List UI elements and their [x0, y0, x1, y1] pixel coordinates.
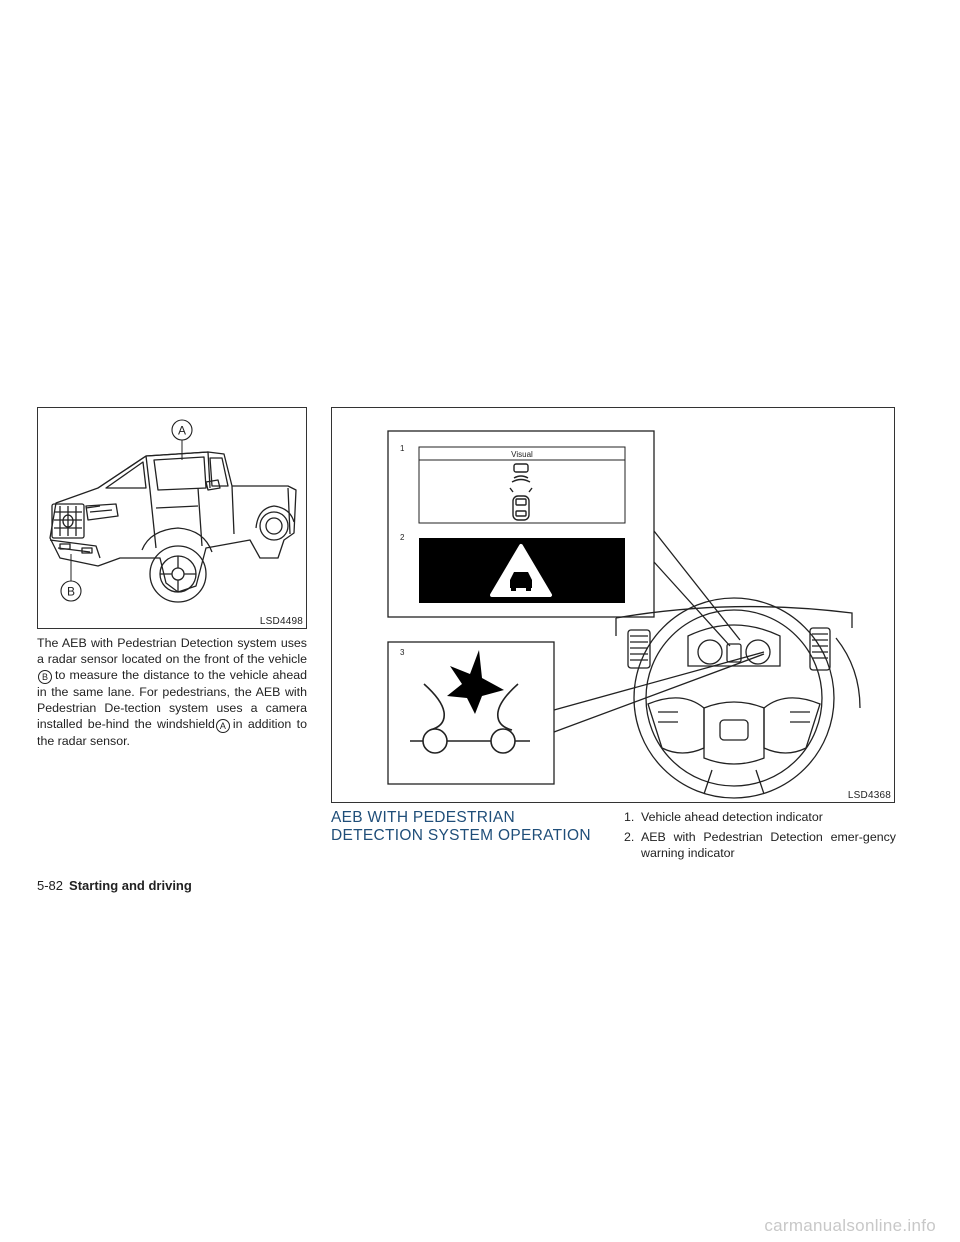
panel-2-label: 2 — [400, 533, 405, 542]
callout-b-label: B — [66, 584, 76, 599]
indicator-list — [614, 809, 896, 865]
visual-header: Visual — [511, 450, 533, 459]
figure-code: LSD4368 — [847, 790, 891, 801]
body-text-1: The AEB with Pedestrian Detection system uses a radar sensor located on the front of the vehicle — [37, 636, 307, 666]
marker-a-icon: A — [216, 719, 230, 733]
truck-figure — [37, 407, 307, 629]
callout-a-label: A — [177, 423, 187, 438]
watermark: carmanualsonline.info — [764, 1216, 936, 1235]
body-text-3: in addition to the radar sensor. — [37, 717, 307, 748]
list-item — [614, 829, 896, 861]
display-illustration — [332, 408, 896, 804]
figure-code: LSD4498 — [259, 616, 303, 627]
list-item — [614, 809, 896, 825]
page-number: 5-82 — [37, 878, 64, 893]
display-figure — [331, 407, 895, 803]
body-paragraph — [37, 635, 307, 749]
marker-b-icon: B — [38, 670, 52, 684]
steering-wheel-illustration — [616, 598, 860, 798]
list-number: 2. — [624, 830, 635, 844]
section-name: Starting and driving — [69, 878, 192, 893]
heading-line-2: DETECTION SYSTEM OPERATION — [331, 827, 591, 844]
section-heading — [331, 809, 611, 845]
panel-1-label: 1 — [400, 444, 405, 453]
list-text: AEB with Pedestrian Detection emer-gency warning indicator — [641, 830, 896, 860]
list-text: Vehicle ahead detection indicator — [641, 810, 823, 824]
heading-line-1: AEB WITH PEDESTRIAN — [331, 809, 515, 826]
panel-3-label: 3 — [400, 648, 405, 657]
page-footer — [37, 878, 192, 893]
truck-illustration — [38, 408, 308, 630]
body-text-2: to measure the distance to the vehicle ahead in the same lane. For pedestrians, the AEB with Pedestrian De-tection system uses a camera installed be-hind the windshield — [37, 668, 307, 731]
list-number: 1. — [624, 810, 635, 824]
